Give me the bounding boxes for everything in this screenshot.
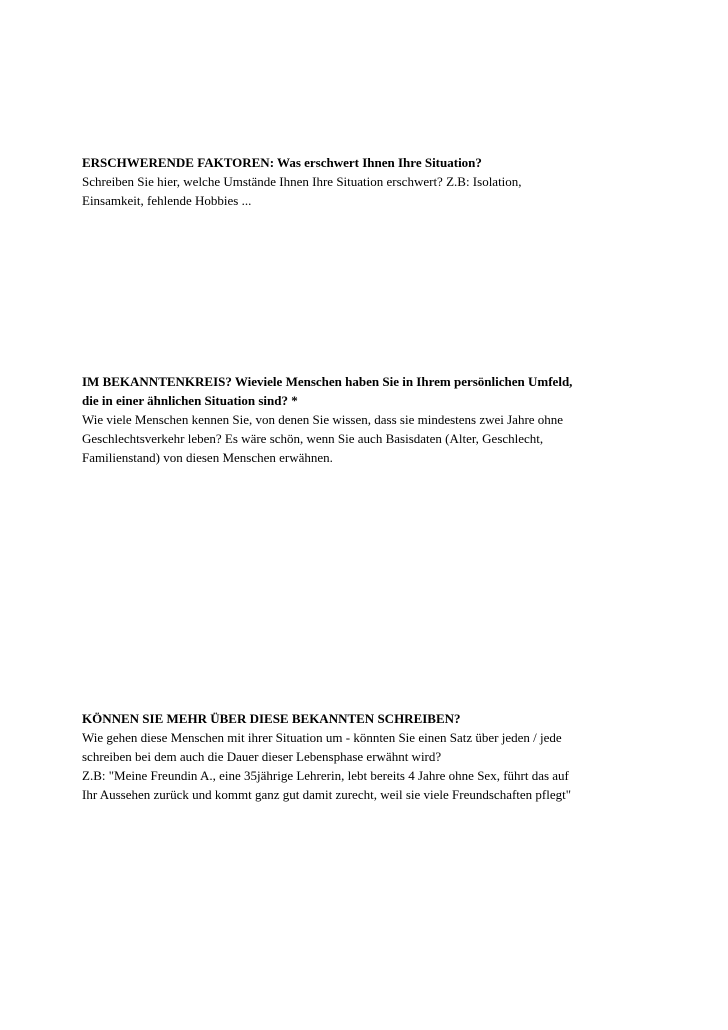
question-title: IM BEKANNTENKREIS? Wieviele Menschen haben Sie in Ihrem persönlichen Umfeld, die in einer ähnlichen Situation sind? * — [82, 374, 573, 408]
question-section-acquaintances — [82, 372, 662, 467]
question-description: Wie gehen diese Menschen mit ihrer Situation um - könnten Sie einen Satz über jeden / jede schreiben bei dem auch die Dauer dieser Lebensphase erwähnt wird? Z.B: "Meine Freundin A., eine 35jährige Lehrerin, lebt bereits 4 Jahre ohne Sex, führt das auf Ihr Aussehen zurück und kommt ganz gut damit zurecht, weil sie viele Freundschaften pflegt" — [82, 730, 572, 802]
question-description: Wie viele Menschen kennen Sie, von denen Sie wissen, dass sie mindestens zwei Jahre ohne Geschlechtsverkehr leben? Es wäre schön, wenn Sie auch Basisdaten (Alter, Geschlecht, Familienstand) von diesen Menschen erwähnen. — [82, 412, 564, 465]
question-section-aggravating-factors — [82, 153, 662, 210]
question-description: Schreiben Sie hier, welche Umstände Ihnen Ihre Situation erschwert? Z.B: Isolation, Einsamkeit, fehlende Hobbies ... — [82, 174, 522, 208]
question-section-more-about-acquaintances — [82, 709, 662, 804]
question-title: ERSCHWERENDE FAKTOREN: Was erschwert Ihnen Ihre Situation? — [82, 155, 482, 170]
question-title: KÖNNEN SIE MEHR ÜBER DIESE BEKANNTEN SCHREIBEN? — [82, 711, 461, 726]
